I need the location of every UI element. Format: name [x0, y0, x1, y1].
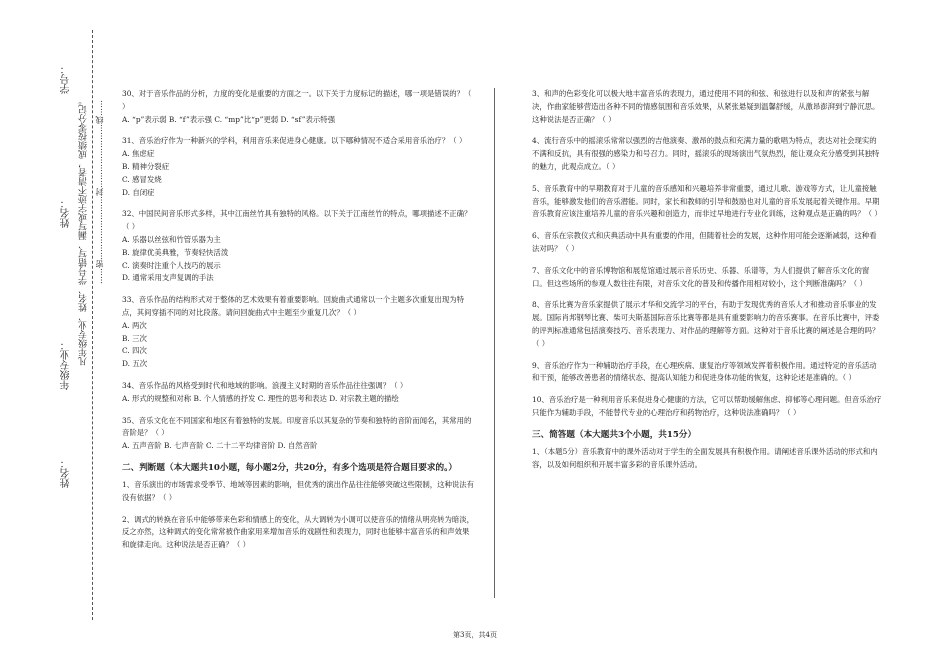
page-footer: 第3页，共4页: [453, 631, 497, 639]
question-stem: 9、音乐治疗作为一种辅助治疗手段，在心理疾病、康复治疗等领域发挥着积极作用。通过特定的音乐活动和干预，能够改善患者的情绪状态、提高认知能力和促进身体功能的恢复，这种论述是准确的。（ ）: [532, 360, 877, 383]
tf-question-2: [122, 514, 476, 552]
question-stem: 32、中国民间音乐形式多样，其中江南丝竹具有独特的风格。以下关于江南丝竹的特点，哪项描述不正确？（ ）: [122, 209, 472, 232]
left-column: [122, 88, 476, 561]
question-stem: 1、音乐演出的市场需求受季节、地域等因素的影响，但优秀的演出作品往往能够突破这些限制，这种说法有没有依据？（ ）: [122, 479, 475, 502]
question-33: [122, 294, 476, 371]
question-stem: 30、对于音乐作品的分析，力度的变化是重要的方面之一。以下关于力度标记的描述，哪一项是错误的？（ ）: [122, 89, 472, 111]
question-stem: 31、音乐治疗作为一种新兴的学科，利用音乐来促进身心健康。以下哪种情况不适合采用音乐治疗？（ ）: [122, 136, 467, 146]
tf-question-1: [122, 479, 476, 505]
section-3-title: 三、简答题（本大题共3个小题，共15分）: [532, 429, 697, 440]
option-c: C. 四次: [122, 346, 147, 356]
option-d: D. 通常采用支声复调的手法: [122, 273, 214, 283]
short-answer-1: [532, 446, 884, 472]
question-stem: 6、音乐在宗教仪式和庆典活动中具有重要的作用，但随着社会的发展，这种作用可能会逐渐减弱，这种看法对吗？（ ）: [532, 231, 877, 253]
name-label: 姓名：: [61, 198, 72, 228]
tf-question-10: [532, 394, 884, 420]
option-line: A. 五声音阶 B. 七声音阶 C. 二十二平均律音阶 D. 自然音阶: [122, 441, 318, 451]
question-stem: 2、调式的转换在音乐中能够带来色彩和情感上的变化，从大调转为小调可以使音乐的情绪从明亮转为暗淡，反之亦然，这种调式的变化常常被作曲家用来增加音乐的戏剧性和表现力，同时也能够丰富音乐的和声效果和旋律走向。这种说法是否正确？（ ）: [122, 514, 475, 550]
option-d: D. 五次: [122, 359, 148, 369]
option-a: A. 焦虑症: [122, 149, 155, 159]
question-34: [122, 380, 476, 406]
option-line: A. “p”表示弱 B. “f”表示强 C. “mp”比“p”更弱 D. “sf”表示特强: [122, 114, 336, 124]
question-30: [122, 88, 476, 126]
option-b: B. 旋律优美典雅，节奏轻快活泼: [122, 247, 229, 257]
tf-question-8: [532, 299, 884, 350]
question-31: [122, 135, 476, 199]
question-stem: 10、音乐治疗是一种利用音乐来促进身心健康的方法，它可以帮助缓解焦虑、抑郁等心理问题。但音乐治疗只能作为辅助手段，不能替代专业的心理治疗和药物治疗，这种说法准确吗？（ ）: [532, 395, 882, 417]
tf-question-7: [532, 265, 884, 291]
tf-question-5: [532, 183, 884, 221]
option-a: A. 乐器以丝弦和竹管乐器为主: [122, 234, 221, 244]
tf-question-4: [532, 135, 884, 173]
tf-question-3: [532, 88, 884, 126]
option-a: A. 两次: [122, 320, 147, 330]
option-c: C. 感冒发烧: [122, 174, 162, 184]
seal-marks: ……密……………………封……………………线……: [95, 100, 104, 284]
seat-no-label: 学号：: [61, 64, 72, 94]
option-b: B. 精神分裂症: [122, 161, 170, 171]
question-32: [122, 208, 476, 285]
question-stem: 4、流行音乐中的摇滚乐常常以强烈的吉他演奏、激昂的鼓点和充满力量的歌唱为特点，表达对社会现实的不满和反抗，具有很强的感染力和号召力。同时，摇滚乐的现场演出气氛热烈，能让观众充分感受到其独特的魅力，此观点成立。（ ）: [532, 136, 880, 171]
section-2-title: 二、判断题（本大题共10小题，每小题2分，共20分，有多个选项是符合题目要求的。）: [122, 462, 457, 473]
question-stem: 8、音乐比赛为音乐家提供了展示才华和交流学习的平台，有助于发现优秀的音乐人才和推动音乐事业的发展。国际肖邦钢琴比赛、柴可夫斯基国际音乐比赛等都是具有重要影响力的音乐赛事。在音乐比赛中，评委的评判标准通常包括演奏技巧、音乐表现力、对作品的理解等方面。这种对于音乐比赛的阐述是合理的吗？（ ）: [532, 300, 880, 348]
question-stem: 1、（本题5分）音乐教育中的课外活动对于学生的全面发展具有积极作用。请阐述音乐课外活动的形式和内容，以及如何组织和开展丰富多彩的音乐课外活动。: [532, 446, 878, 469]
question-stem: 34、音乐作品的风格受到时代和地域的影响。浪漫主义时期的音乐作品往往强调？（ ）: [122, 380, 408, 390]
question-stem: 35、音乐文化在不同国家和地区有着独特的发展。印度音乐以其复杂的节奏和独特的音阶而闻名，其常用的音阶是？（ ）: [122, 415, 472, 438]
right-column: [532, 88, 884, 480]
question-stem: 33、音乐作品的结构形式对于整体的艺术效果有着重要影响。回旋曲式通常以一个主题多次重复出现为特点，其间穿插不同的对比段落。请问回旋曲式中主题至少重复几次？（ ）: [122, 295, 464, 317]
major-label: 年级专业：: [61, 340, 72, 390]
binding-margin: [0, 0, 112, 672]
binding-notice: 凡年级专业、姓名、学号错写、漏写或字迹不清者，成绩按零分记。: [79, 96, 89, 366]
question-stem: 3、和声的色彩变化可以极大地丰富音乐的表现力，通过使用不同的和弦、和弦进行以及和声的紧张与解决，作曲家能够营造出各种不同的情感氛围和音乐效果，从紧张悬疑到温馨舒缓，从激昂澎湃到宁静沉思。这种说法是否正确？（ ）: [532, 89, 880, 124]
question-stem: 7、音乐文化中的音乐博物馆和展览馆通过展示音乐历史、乐器、乐谱等，为人们提供了解音乐文化的窗口。但这些场所的参观人数往往有限，对音乐文化的普及和传播作用相对较小，这个判断准确吗？（ ）: [532, 265, 870, 288]
tf-question-9: [532, 360, 884, 386]
seal-line: [92, 30, 93, 620]
option-b: B. 三次: [122, 333, 147, 343]
option-c: C. 演奏时注重个人技巧的展示: [122, 260, 221, 270]
option-line: A. 形式的规整和对称 B. 个人情感的抒发 C. 理性的思考和表达 D. 对宗教主题的描绘: [122, 393, 399, 403]
option-d: D. 自闭症: [122, 187, 155, 197]
tf-question-6: [532, 230, 884, 256]
column-divider: [494, 88, 495, 598]
school-label: 姓名：: [61, 458, 72, 488]
question-35: [122, 415, 476, 453]
question-stem: 5、音乐教育中的早期教育对于儿童的音乐感知和兴趣培养非常重要，通过儿歌、游戏等方式，让儿童接触音乐，能够激发他们的音乐潜能。同时，家长和教师的引导和鼓励也对儿童的音乐发展起着关键作用。早期音乐教育应该注重培养儿童的音乐兴趣和创造力，而非过早地进行专业化训练，这种观点是正确的吗？（ ）: [532, 183, 882, 219]
